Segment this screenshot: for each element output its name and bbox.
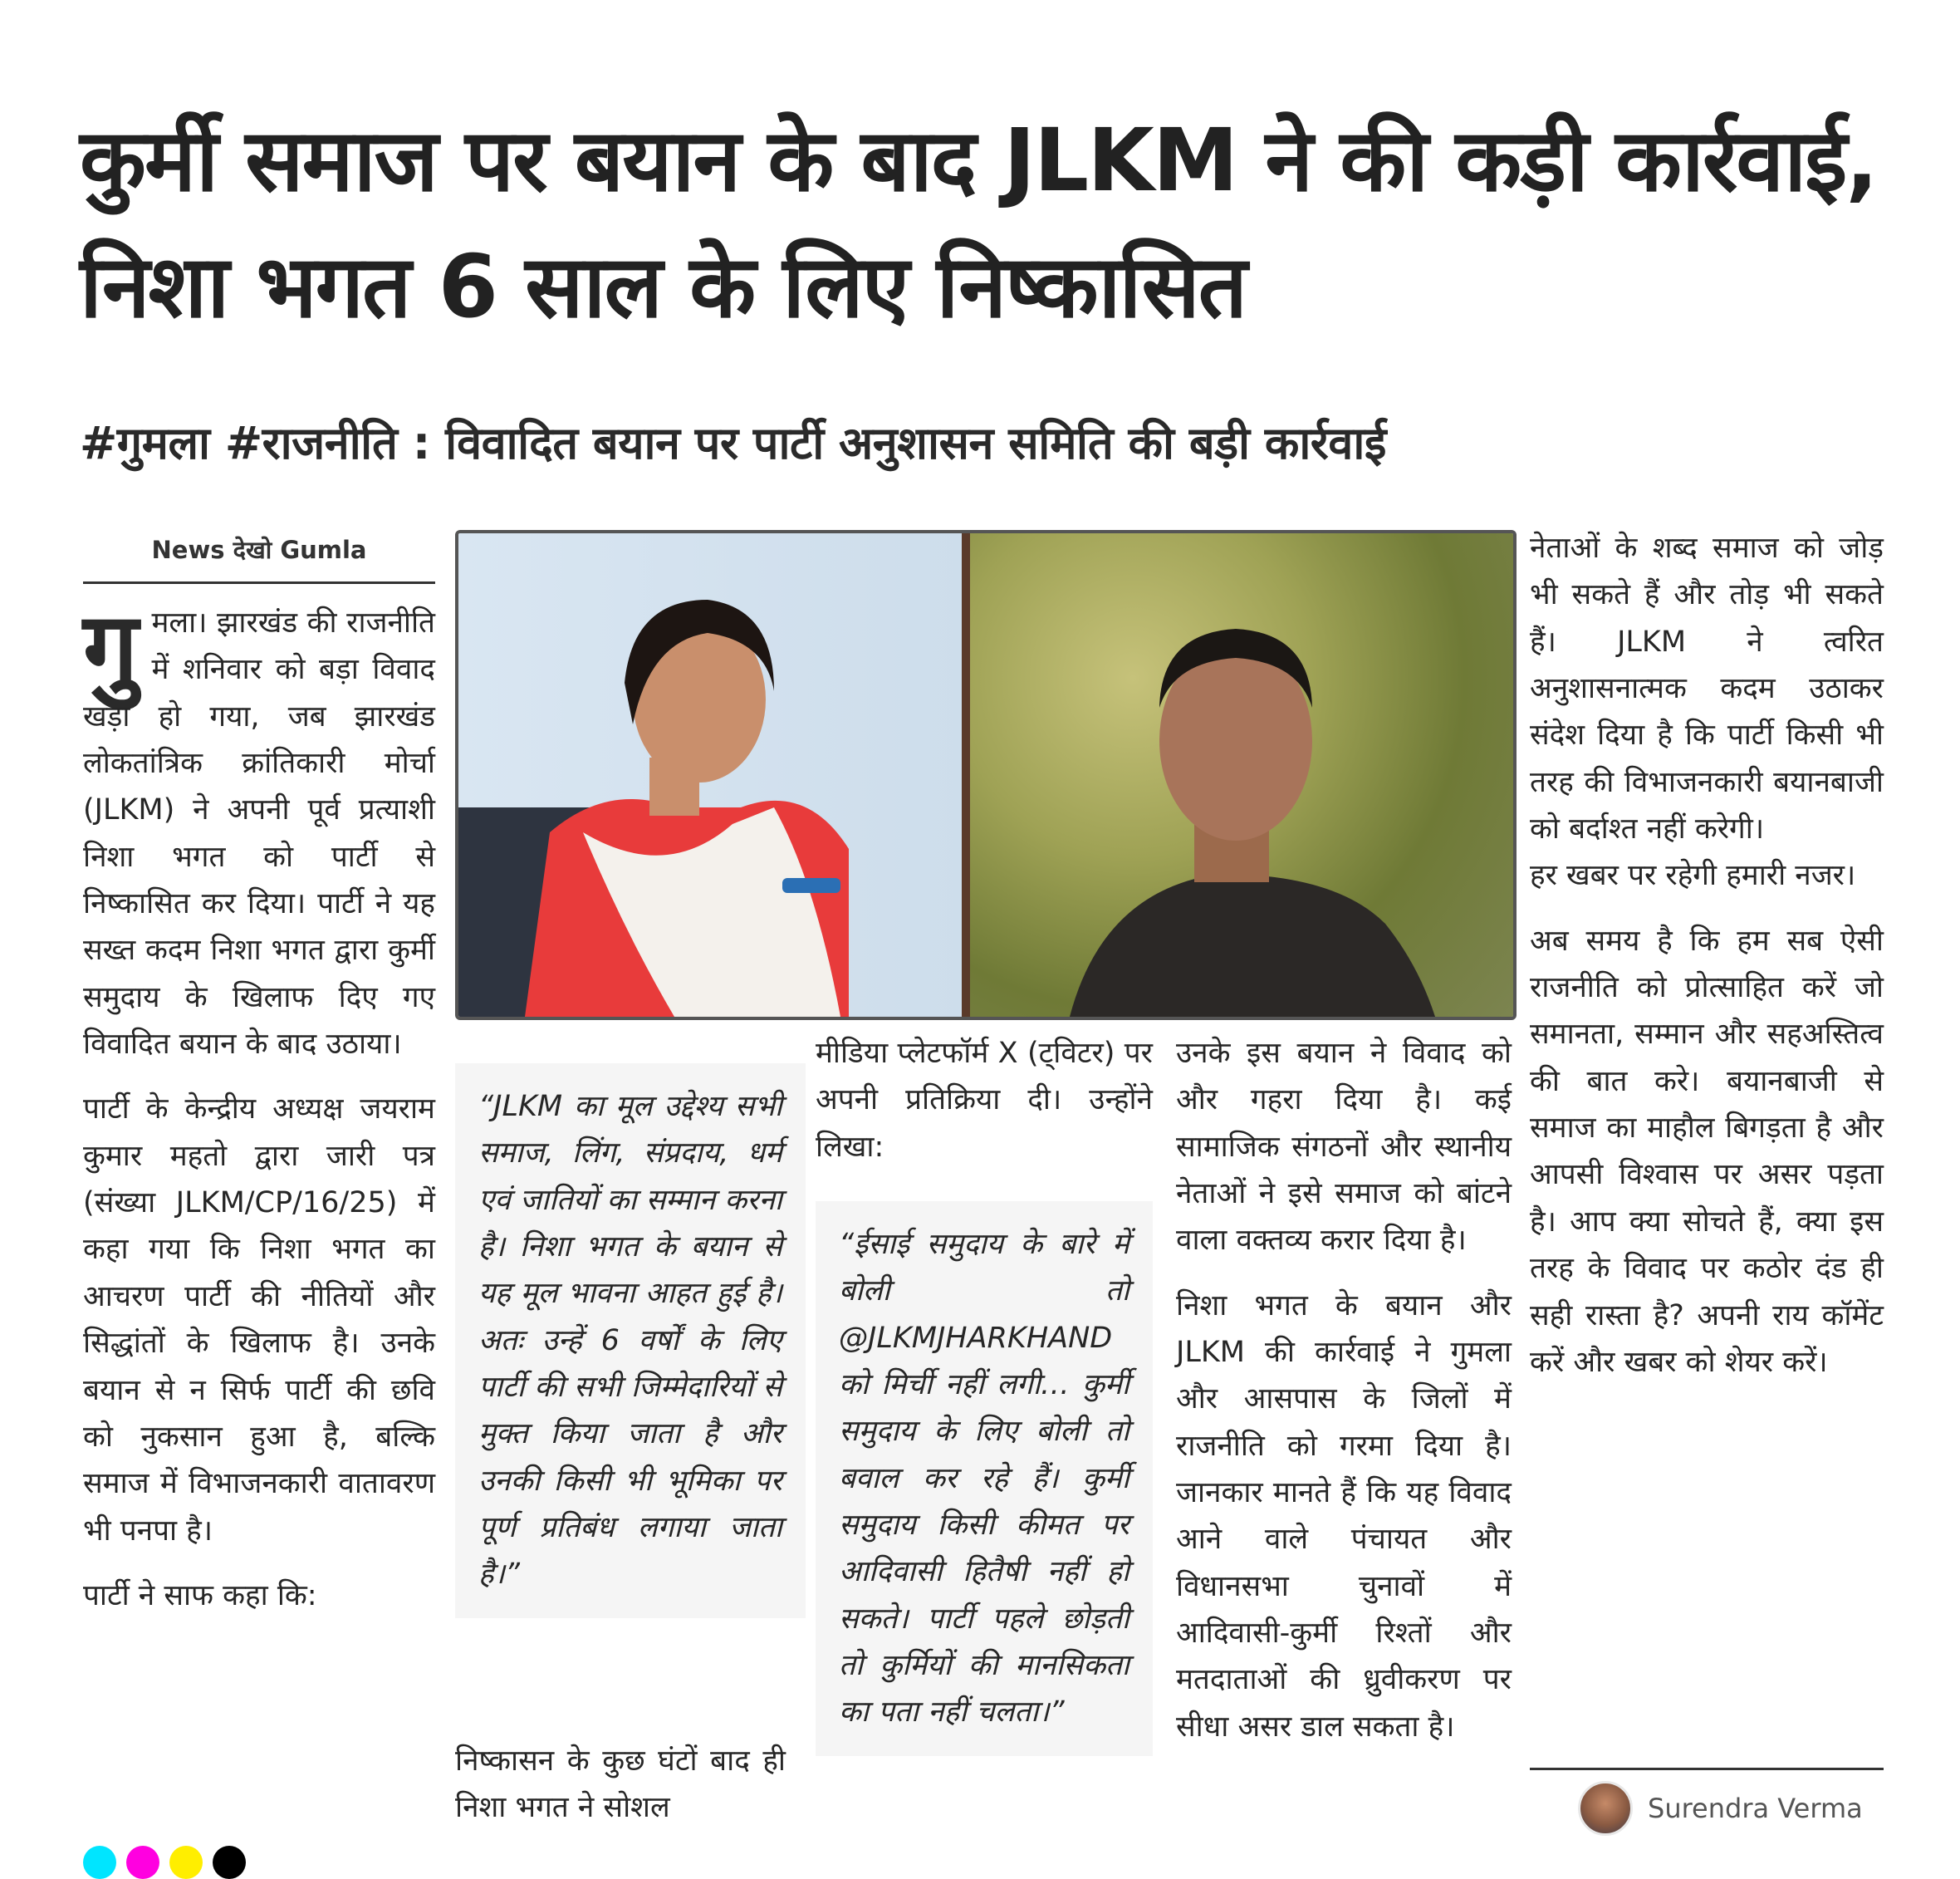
paragraph: हर खबर पर रहेगी हमारी नजर। bbox=[1530, 859, 1856, 893]
photo-right-portrait bbox=[970, 533, 1513, 1017]
author-credit bbox=[1578, 1782, 1863, 1835]
quote-text: “JLKM का मूल उद्देश्य सभी समाज, लिंग, संप्रदाय, धर्म एवं जातियों का सम्मान करना है। निशा भगत के बयान से यह मूल भावना आहत हुई है। अतः उन्हें 6 वर्षों के लिए पार्टी की सभी जिम्मेदारियों से मुक्त किया जाता है और उनकी किसी भी भूमिका पर पूर्ण प्रतिबंध लगाया जाता है।” bbox=[478, 1090, 782, 1592]
photo-left-portrait bbox=[458, 533, 965, 1017]
article-column-3 bbox=[816, 1030, 1153, 1189]
cmyk-registration-marks bbox=[83, 1846, 256, 1879]
article-column-2 bbox=[455, 1738, 786, 1850]
article-photo bbox=[455, 530, 1517, 1020]
black-dot bbox=[213, 1846, 246, 1879]
article-column-4 bbox=[1176, 1030, 1512, 1769]
party-statement-quote bbox=[455, 1063, 806, 1618]
quote-text: “ईसाई समुदाय के बारे में बोली तो @JLKMJHARKHAND को मिर्ची नहीं लगी… कुर्मी समुदाय के लिए बोली तो बवाल कर रहे हैं। कुर्मी समुदाय किसी कीमत पर आदिवासी हितैषी नहीं हो सकते। पार्टी पहले छोड़ती तो कुर्मियों की मानसिकता का पता नहीं चलता।” bbox=[839, 1228, 1129, 1729]
lead-paragraph bbox=[83, 590, 435, 1067]
magenta-dot bbox=[126, 1846, 159, 1879]
paragraph: निष्कासन के कुछ घंटों बाद ही निशा भगत ने सोशल bbox=[455, 1744, 786, 1825]
article-column-1 bbox=[83, 590, 435, 1637]
headline: कुर्मी समाज पर बयान के बाद JLKM ने की कड़ी कार्रवाई, निशा भगत 6 साल के लिए निष्कासित bbox=[80, 110, 1877, 337]
paragraph: पार्टी के केन्द्रीय अध्यक्ष जयराम कुमार महतो द्वारा जारी पत्र (संख्या JLKM/CP/16/25) में कहा गया कि निशा भगत का आचरण पार्टी की नीतियों और सिद्धांतों के खिलाफ है। उनके बयान से न सिर्फ पार्टी की छवि को नुकसान हुआ है, बल्कि समाज में विभाजनकारी वातावरण भी पनपा है। bbox=[83, 1092, 435, 1548]
paragraph: उनके इस बयान ने विवाद को और गहरा दिया है। कई सामाजिक संगठनों और स्थानीय नेताओं ने इसे समाज को बांटने वाला वक्तव्य करार दिया है। bbox=[1176, 1037, 1512, 1258]
paragraph: निशा भगत के बयान और JLKM की कार्रवाई ने गुमला और आसपास के जिलों में राजनीति को गरमा दिया है। जानकार मानते हैं कि यह विवाद आने वाले पंचायत और विधानसभा चुनावों में आदिवासी-कुर्मी रिश्तों और मतदाताओं की ध्रुवीकरण पर सीधा असर डाल सकता है। bbox=[1176, 1288, 1512, 1744]
avatar bbox=[1578, 1781, 1633, 1836]
paragraph: अब समय है कि हम सब ऐसी राजनीति को प्रोत्साहित करें जो समानता, सम्मान और सहअस्तित्व की बात करे। बयानबाजी से समाज का माहौल बिगड़ता है और आपसी विश्वास पर असर पड़ता है। आप क्या सोचते हैं, क्या इस तरह के विवाद पर कठोर दंड ही सही रास्ता है? अपनी राय कॉमेंट करें और खबर को शेयर करें। bbox=[1530, 924, 1884, 1379]
paragraph: पार्टी ने साफ कहा कि: bbox=[83, 1578, 317, 1612]
article-column-5 bbox=[1530, 525, 1884, 1404]
lead-text: मला। झारखंड की राजनीति में शनिवार को बड़ा विवाद खड़ा हो गया, जब झारखंड लोकतांत्रिक क्रांतिकारी मोर्चा (JLKM) ने अपनी पूर्व प्रत्याशी निशा भगत को पार्टी से निष्कासित कर दिया। पार्टी ने यह सख्त कदम निशा भगत द्वारा कुर्मी समुदाय के खिलाफ दिए गए विवादित बयान के बाद उठाया। bbox=[83, 606, 435, 1062]
man-portrait-illustration bbox=[970, 533, 1510, 1017]
author-rule bbox=[1530, 1768, 1884, 1770]
byline: News देखो Gumla bbox=[151, 536, 367, 564]
paragraph: नेताओं के शब्द समाज को जोड़ भी सकते हैं और तोड़ भी सकते हैं। JLKM ने त्वरित अनुशासनात्मक कदम उठाकर संदेश दिया है कि पार्टी किसी भी तरह की विभाजनकारी बयानबाजी को बर्दाश्त नहीं करेगी। bbox=[1530, 532, 1884, 846]
cyan-dot bbox=[83, 1846, 116, 1879]
woman-portrait-illustration bbox=[458, 533, 965, 1017]
dropcap: गु bbox=[83, 590, 139, 705]
byline-row bbox=[83, 533, 435, 584]
author-name: Surendra Verma bbox=[1648, 1793, 1863, 1824]
paragraph: मीडिया प्लेटफॉर्म X (ट्विटर) पर अपनी प्रतिक्रिया दी। उन्होंने लिखा: bbox=[816, 1037, 1153, 1164]
photo-divider bbox=[962, 533, 970, 1017]
tweet-quote bbox=[816, 1201, 1153, 1756]
subheadline: #गुमला #राजनीति : विवादित बयान पर पार्टी अनुशासन समिति की बड़ी कार्रवाई bbox=[80, 417, 1386, 469]
yellow-dot bbox=[169, 1846, 203, 1879]
